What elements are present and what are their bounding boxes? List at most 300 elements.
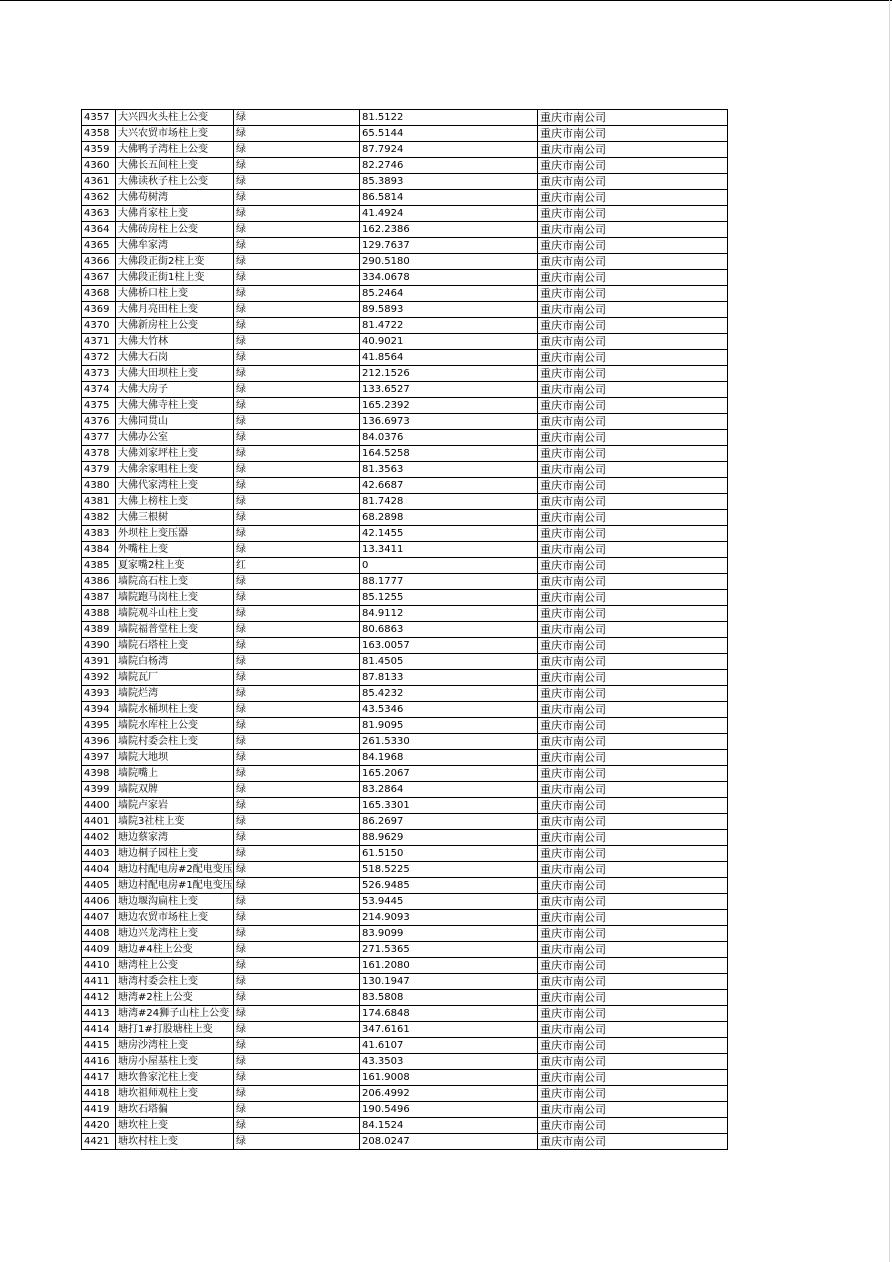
company-cell: 重庆市南公司 xyxy=(538,686,728,702)
status-cell: 绿 xyxy=(234,414,360,430)
row-id-cell: 4370 xyxy=(82,318,116,334)
value-cell: 13.3411 xyxy=(360,542,538,558)
table-row xyxy=(82,686,728,702)
row-id-cell: 4401 xyxy=(82,814,116,830)
company-cell: 重庆市南公司 xyxy=(538,222,728,238)
company-cell: 重庆市南公司 xyxy=(538,206,728,222)
value-cell: 136.6973 xyxy=(360,414,538,430)
company-cell: 重庆市南公司 xyxy=(538,1070,728,1086)
status-cell: 绿 xyxy=(234,702,360,718)
value-cell: 81.4505 xyxy=(360,654,538,670)
company-cell: 重庆市南公司 xyxy=(538,1134,728,1150)
table-row xyxy=(82,510,728,526)
row-id-cell: 4409 xyxy=(82,942,116,958)
row-id-cell: 4406 xyxy=(82,894,116,910)
status-cell: 绿 xyxy=(234,846,360,862)
value-cell: 81.7428 xyxy=(360,494,538,510)
status-cell: 绿 xyxy=(234,878,360,894)
company-cell: 重庆市南公司 xyxy=(538,1102,728,1118)
status-cell: 绿 xyxy=(234,750,360,766)
row-id-cell: 4396 xyxy=(82,734,116,750)
row-id-cell: 4388 xyxy=(82,606,116,622)
status-cell: 绿 xyxy=(234,318,360,334)
value-cell: 85.4232 xyxy=(360,686,538,702)
company-cell: 重庆市南公司 xyxy=(538,494,728,510)
value-cell: 81.5122 xyxy=(360,110,538,126)
row-id-cell: 4369 xyxy=(82,302,116,318)
transformer-name-cell: 夏家嘴2柱上变 xyxy=(116,558,234,574)
transformer-name-cell: 墙院嘴上 xyxy=(116,766,234,782)
table-row xyxy=(82,334,728,350)
row-id-cell: 4420 xyxy=(82,1118,116,1134)
status-cell: 绿 xyxy=(234,718,360,734)
row-id-cell: 4362 xyxy=(82,190,116,206)
table-row xyxy=(82,1038,728,1054)
transformer-name-cell: 墙院3社柱上变 xyxy=(116,814,234,830)
company-cell: 重庆市南公司 xyxy=(538,766,728,782)
value-cell: 84.1524 xyxy=(360,1118,538,1134)
company-cell: 重庆市南公司 xyxy=(538,974,728,990)
company-cell: 重庆市南公司 xyxy=(538,574,728,590)
company-cell: 重庆市南公司 xyxy=(538,718,728,734)
row-id-cell: 4359 xyxy=(82,142,116,158)
row-id-cell: 4403 xyxy=(82,846,116,862)
row-id-cell: 4389 xyxy=(82,622,116,638)
transformer-name-cell: 墙院石塔柱上变 xyxy=(116,638,234,654)
company-cell: 重庆市南公司 xyxy=(538,398,728,414)
transformer-name-cell: 塘边农贸市场柱上变 xyxy=(116,910,234,926)
row-id-cell: 4393 xyxy=(82,686,116,702)
table-row xyxy=(82,734,728,750)
transformer-name-cell: 大佛新房柱上公变 xyxy=(116,318,234,334)
row-id-cell: 4375 xyxy=(82,398,116,414)
value-cell: 68.2898 xyxy=(360,510,538,526)
value-cell: 83.5808 xyxy=(360,990,538,1006)
company-cell: 重庆市南公司 xyxy=(538,1086,728,1102)
transformer-name-cell: 大佛大石岗 xyxy=(116,350,234,366)
row-id-cell: 4379 xyxy=(82,462,116,478)
transformer-name-cell: 塘打1#打股塘柱上变 xyxy=(116,1022,234,1038)
table-row xyxy=(82,302,728,318)
row-id-cell: 4399 xyxy=(82,782,116,798)
row-id-cell: 4372 xyxy=(82,350,116,366)
value-cell: 61.5150 xyxy=(360,846,538,862)
table-row xyxy=(82,574,728,590)
table-row xyxy=(82,350,728,366)
status-cell: 绿 xyxy=(234,510,360,526)
table-row xyxy=(82,782,728,798)
status-cell: 绿 xyxy=(234,894,360,910)
table-row xyxy=(82,638,728,654)
transformer-name-cell: 塘房小屋基柱上变 xyxy=(116,1054,234,1070)
table-row xyxy=(82,110,728,126)
status-cell: 绿 xyxy=(234,302,360,318)
table-row xyxy=(82,910,728,926)
row-id-cell: 4357 xyxy=(82,110,116,126)
transformer-name-cell: 塘湾柱上公变 xyxy=(116,958,234,974)
value-cell: 42.1455 xyxy=(360,526,538,542)
transformer-name-cell: 大佛大田坝柱上变 xyxy=(116,366,234,382)
company-cell: 重庆市南公司 xyxy=(538,1006,728,1022)
company-cell: 重庆市南公司 xyxy=(538,590,728,606)
status-cell: 绿 xyxy=(234,238,360,254)
company-cell: 重庆市南公司 xyxy=(538,1038,728,1054)
row-id-cell: 4402 xyxy=(82,830,116,846)
transformer-name-cell: 大兴农贸市场柱上变 xyxy=(116,126,234,142)
row-id-cell: 4404 xyxy=(82,862,116,878)
transformer-name-cell: 墙院瓦厂 xyxy=(116,670,234,686)
row-id-cell: 4417 xyxy=(82,1070,116,1086)
transformer-name-cell: 墙院水桶坝柱上变 xyxy=(116,702,234,718)
row-id-cell: 4382 xyxy=(82,510,116,526)
table-row xyxy=(82,862,728,878)
transformer-name-cell: 墙院水库柱上公变 xyxy=(116,718,234,734)
status-cell: 绿 xyxy=(234,622,360,638)
company-cell: 重庆市南公司 xyxy=(538,862,728,878)
status-cell: 绿 xyxy=(234,462,360,478)
row-id-cell: 4414 xyxy=(82,1022,116,1038)
status-cell: 绿 xyxy=(234,526,360,542)
table-row xyxy=(82,286,728,302)
value-cell: 81.3563 xyxy=(360,462,538,478)
company-cell: 重庆市南公司 xyxy=(538,878,728,894)
value-cell: 81.4722 xyxy=(360,318,538,334)
company-cell: 重庆市南公司 xyxy=(538,1118,728,1134)
company-cell: 重庆市南公司 xyxy=(538,814,728,830)
value-cell: 82.2746 xyxy=(360,158,538,174)
table-row xyxy=(82,238,728,254)
transformer-name-cell: 大佛大房子 xyxy=(116,382,234,398)
row-id-cell: 4368 xyxy=(82,286,116,302)
transformer-name-cell: 塘边蔡家湾 xyxy=(116,830,234,846)
transformer-name-cell: 塘边村配电房#1配电变压 xyxy=(116,878,234,894)
status-cell: 绿 xyxy=(234,686,360,702)
company-cell: 重庆市南公司 xyxy=(538,1022,728,1038)
company-cell: 重庆市南公司 xyxy=(538,414,728,430)
status-cell: 绿 xyxy=(234,942,360,958)
value-cell: 212.1526 xyxy=(360,366,538,382)
row-id-cell: 4374 xyxy=(82,382,116,398)
row-id-cell: 4413 xyxy=(82,1006,116,1022)
transformer-name-cell: 塘湾#2柱上公变 xyxy=(116,990,234,1006)
table-row xyxy=(82,1054,728,1070)
company-cell: 重庆市南公司 xyxy=(538,734,728,750)
transformer-name-cell: 大佛读秋子柱上公变 xyxy=(116,174,234,190)
company-cell: 重庆市南公司 xyxy=(538,942,728,958)
status-cell: 绿 xyxy=(234,990,360,1006)
row-id-cell: 4384 xyxy=(82,542,116,558)
status-cell: 绿 xyxy=(234,110,360,126)
status-cell: 绿 xyxy=(234,574,360,590)
value-cell: 65.5144 xyxy=(360,126,538,142)
company-cell: 重庆市南公司 xyxy=(538,654,728,670)
value-cell: 88.1777 xyxy=(360,574,538,590)
table-row xyxy=(82,1022,728,1038)
status-cell: 绿 xyxy=(234,1054,360,1070)
value-cell: 85.1255 xyxy=(360,590,538,606)
status-cell: 绿 xyxy=(234,222,360,238)
company-cell: 重庆市南公司 xyxy=(538,158,728,174)
value-cell: 165.3301 xyxy=(360,798,538,814)
value-cell: 41.4924 xyxy=(360,206,538,222)
transformer-name-cell: 墙院高石柱上变 xyxy=(116,574,234,590)
table-row xyxy=(82,702,728,718)
value-cell: 161.2080 xyxy=(360,958,538,974)
status-cell: 绿 xyxy=(234,606,360,622)
transformer-name-cell: 墙院白杨湾 xyxy=(116,654,234,670)
value-cell: 129.7637 xyxy=(360,238,538,254)
status-cell: 绿 xyxy=(234,654,360,670)
company-cell: 重庆市南公司 xyxy=(538,606,728,622)
table-row xyxy=(82,222,728,238)
table-row xyxy=(82,750,728,766)
transformer-name-cell: 塘湾#24狮子山柱上公变 xyxy=(116,1006,234,1022)
transformer-name-cell: 外嘴柱上变 xyxy=(116,542,234,558)
table-row xyxy=(82,1006,728,1022)
value-cell: 43.5346 xyxy=(360,702,538,718)
company-cell: 重庆市南公司 xyxy=(538,926,728,942)
status-cell: 绿 xyxy=(234,910,360,926)
table-row xyxy=(82,174,728,190)
row-id-cell: 4373 xyxy=(82,366,116,382)
transformer-name-cell: 塘边堰沟扁柱上变 xyxy=(116,894,234,910)
status-cell: 绿 xyxy=(234,494,360,510)
company-cell: 重庆市南公司 xyxy=(538,382,728,398)
company-cell: 重庆市南公司 xyxy=(538,174,728,190)
company-cell: 重庆市南公司 xyxy=(538,366,728,382)
status-cell: 绿 xyxy=(234,1118,360,1134)
table-row xyxy=(82,942,728,958)
value-cell: 526.9485 xyxy=(360,878,538,894)
table-row xyxy=(82,894,728,910)
value-cell: 206.4992 xyxy=(360,1086,538,1102)
transformer-name-cell: 塘边村配电房#2配电变压 xyxy=(116,862,234,878)
row-id-cell: 4358 xyxy=(82,126,116,142)
table-row xyxy=(82,158,728,174)
company-cell: 重庆市南公司 xyxy=(538,430,728,446)
table-row xyxy=(82,526,728,542)
status-cell: 绿 xyxy=(234,446,360,462)
row-id-cell: 4361 xyxy=(82,174,116,190)
table-row xyxy=(82,1102,728,1118)
company-cell: 重庆市南公司 xyxy=(538,190,728,206)
company-cell: 重庆市南公司 xyxy=(538,846,728,862)
value-cell: 174.6848 xyxy=(360,1006,538,1022)
company-cell: 重庆市南公司 xyxy=(538,894,728,910)
transformer-name-cell: 塘坎石塔徧 xyxy=(116,1102,234,1118)
status-cell: 绿 xyxy=(234,382,360,398)
table-row xyxy=(82,270,728,286)
row-id-cell: 4364 xyxy=(82,222,116,238)
company-cell: 重庆市南公司 xyxy=(538,702,728,718)
status-cell: 绿 xyxy=(234,1038,360,1054)
value-cell: 85.2464 xyxy=(360,286,538,302)
row-id-cell: 4412 xyxy=(82,990,116,1006)
status-cell: 绿 xyxy=(234,174,360,190)
company-cell: 重庆市南公司 xyxy=(538,526,728,542)
page-right-edge xyxy=(889,0,890,1262)
company-cell: 重庆市南公司 xyxy=(538,798,728,814)
transformer-name-cell: 大佛大竹林 xyxy=(116,334,234,350)
table-row xyxy=(82,206,728,222)
status-cell: 绿 xyxy=(234,1022,360,1038)
value-cell: 163.0057 xyxy=(360,638,538,654)
transformer-name-cell: 塘坎柱上变 xyxy=(116,1118,234,1134)
status-cell: 绿 xyxy=(234,190,360,206)
company-cell: 重庆市南公司 xyxy=(538,830,728,846)
row-id-cell: 4418 xyxy=(82,1086,116,1102)
transformer-name-cell: 墙院双牌 xyxy=(116,782,234,798)
company-cell: 重庆市南公司 xyxy=(538,542,728,558)
company-cell: 重庆市南公司 xyxy=(538,446,728,462)
value-cell: 261.5330 xyxy=(360,734,538,750)
status-cell: 绿 xyxy=(234,814,360,830)
row-id-cell: 4360 xyxy=(82,158,116,174)
value-cell: 41.6107 xyxy=(360,1038,538,1054)
transformer-name-cell: 外坝柱上变压器 xyxy=(116,526,234,542)
company-cell: 重庆市南公司 xyxy=(538,558,728,574)
table-row xyxy=(82,462,728,478)
table-row xyxy=(82,1086,728,1102)
table-row xyxy=(82,1118,728,1134)
transformer-name-cell: 塘坎祖师观柱上变 xyxy=(116,1086,234,1102)
data-table xyxy=(81,109,728,1150)
value-cell: 208.0247 xyxy=(360,1134,538,1150)
status-cell: 绿 xyxy=(234,974,360,990)
value-cell: 347.6161 xyxy=(360,1022,538,1038)
company-cell: 重庆市南公司 xyxy=(538,670,728,686)
status-cell: 绿 xyxy=(234,254,360,270)
value-cell: 214.9093 xyxy=(360,910,538,926)
status-cell: 绿 xyxy=(234,782,360,798)
company-cell: 重庆市南公司 xyxy=(538,478,728,494)
company-cell: 重庆市南公司 xyxy=(538,334,728,350)
status-cell: 绿 xyxy=(234,638,360,654)
transformer-name-cell: 塘坎村柱上变 xyxy=(116,1134,234,1150)
value-cell: 190.5496 xyxy=(360,1102,538,1118)
status-cell: 绿 xyxy=(234,670,360,686)
status-cell: 绿 xyxy=(234,158,360,174)
transformer-name-cell: 大佛牟家湾 xyxy=(116,238,234,254)
value-cell: 133.6527 xyxy=(360,382,538,398)
row-id-cell: 4383 xyxy=(82,526,116,542)
status-cell: 绿 xyxy=(234,286,360,302)
table-row xyxy=(82,414,728,430)
table-row xyxy=(82,830,728,846)
value-cell: 0 xyxy=(360,558,538,574)
row-id-cell: 4381 xyxy=(82,494,116,510)
value-cell: 88.9629 xyxy=(360,830,538,846)
status-cell: 绿 xyxy=(234,478,360,494)
table-row xyxy=(82,878,728,894)
transformer-name-cell: 墙院村委会柱上变 xyxy=(116,734,234,750)
table-row xyxy=(82,846,728,862)
value-cell: 81.9095 xyxy=(360,718,538,734)
status-cell: 绿 xyxy=(234,1006,360,1022)
row-id-cell: 4380 xyxy=(82,478,116,494)
row-id-cell: 4411 xyxy=(82,974,116,990)
table-row xyxy=(82,670,728,686)
company-cell: 重庆市南公司 xyxy=(538,350,728,366)
transformer-name-cell: 大佛办公室 xyxy=(116,430,234,446)
status-cell: 绿 xyxy=(234,734,360,750)
value-cell: 334.0678 xyxy=(360,270,538,286)
table-row xyxy=(82,654,728,670)
status-cell: 绿 xyxy=(234,350,360,366)
transformer-name-cell: 墙院福普堂柱上变 xyxy=(116,622,234,638)
status-cell: 绿 xyxy=(234,830,360,846)
company-cell: 重庆市南公司 xyxy=(538,622,728,638)
table-row xyxy=(82,1070,728,1086)
table-row xyxy=(82,606,728,622)
transformer-name-cell: 大佛上榜柱上变 xyxy=(116,494,234,510)
transformer-name-cell: 大佛月亮田柱上变 xyxy=(116,302,234,318)
row-id-cell: 4376 xyxy=(82,414,116,430)
value-cell: 83.2864 xyxy=(360,782,538,798)
status-cell: 绿 xyxy=(234,1134,360,1150)
row-id-cell: 4398 xyxy=(82,766,116,782)
transformer-name-cell: 大佛段正街1柱上变 xyxy=(116,270,234,286)
value-cell: 53.9445 xyxy=(360,894,538,910)
row-id-cell: 4365 xyxy=(82,238,116,254)
table-row xyxy=(82,318,728,334)
value-cell: 87.8133 xyxy=(360,670,538,686)
table-row xyxy=(82,366,728,382)
transformer-name-cell: 大佛刘家坪柱上变 xyxy=(116,446,234,462)
value-cell: 85.3893 xyxy=(360,174,538,190)
transformer-name-cell: 墙院跑马岗柱上变 xyxy=(116,590,234,606)
transformer-name-cell: 塘坎鲁家沱柱上变 xyxy=(116,1070,234,1086)
row-id-cell: 4408 xyxy=(82,926,116,942)
table-row xyxy=(82,766,728,782)
status-cell: 绿 xyxy=(234,270,360,286)
row-id-cell: 4387 xyxy=(82,590,116,606)
transformer-name-cell: 大佛鸭子湾柱上公变 xyxy=(116,142,234,158)
value-cell: 164.5258 xyxy=(360,446,538,462)
row-id-cell: 4390 xyxy=(82,638,116,654)
row-id-cell: 4377 xyxy=(82,430,116,446)
row-id-cell: 4405 xyxy=(82,878,116,894)
company-cell: 重庆市南公司 xyxy=(538,238,728,254)
value-cell: 130.1947 xyxy=(360,974,538,990)
transformer-name-cell: 大佛肖家柱上变 xyxy=(116,206,234,222)
transformer-name-cell: 大佛段正街2柱上变 xyxy=(116,254,234,270)
company-cell: 重庆市南公司 xyxy=(538,638,728,654)
transformer-name-cell: 大佛同贯山 xyxy=(116,414,234,430)
table-row xyxy=(82,478,728,494)
status-cell: 绿 xyxy=(234,206,360,222)
row-id-cell: 4385 xyxy=(82,558,116,574)
company-cell: 重庆市南公司 xyxy=(538,286,728,302)
row-id-cell: 4386 xyxy=(82,574,116,590)
transformer-name-cell: 塘湾村委会柱上变 xyxy=(116,974,234,990)
row-id-cell: 4415 xyxy=(82,1038,116,1054)
table-row xyxy=(82,542,728,558)
transformer-name-cell: 大佛桥口柱上变 xyxy=(116,286,234,302)
table-row xyxy=(82,718,728,734)
company-cell: 重庆市南公司 xyxy=(538,254,728,270)
row-id-cell: 4407 xyxy=(82,910,116,926)
value-cell: 40.9021 xyxy=(360,334,538,350)
value-cell: 83.9099 xyxy=(360,926,538,942)
table-row xyxy=(82,622,728,638)
table-row xyxy=(82,254,728,270)
transformer-name-cell: 墙院大地坝 xyxy=(116,750,234,766)
company-cell: 重庆市南公司 xyxy=(538,302,728,318)
status-cell: 绿 xyxy=(234,334,360,350)
table-row xyxy=(82,974,728,990)
table-row xyxy=(82,126,728,142)
